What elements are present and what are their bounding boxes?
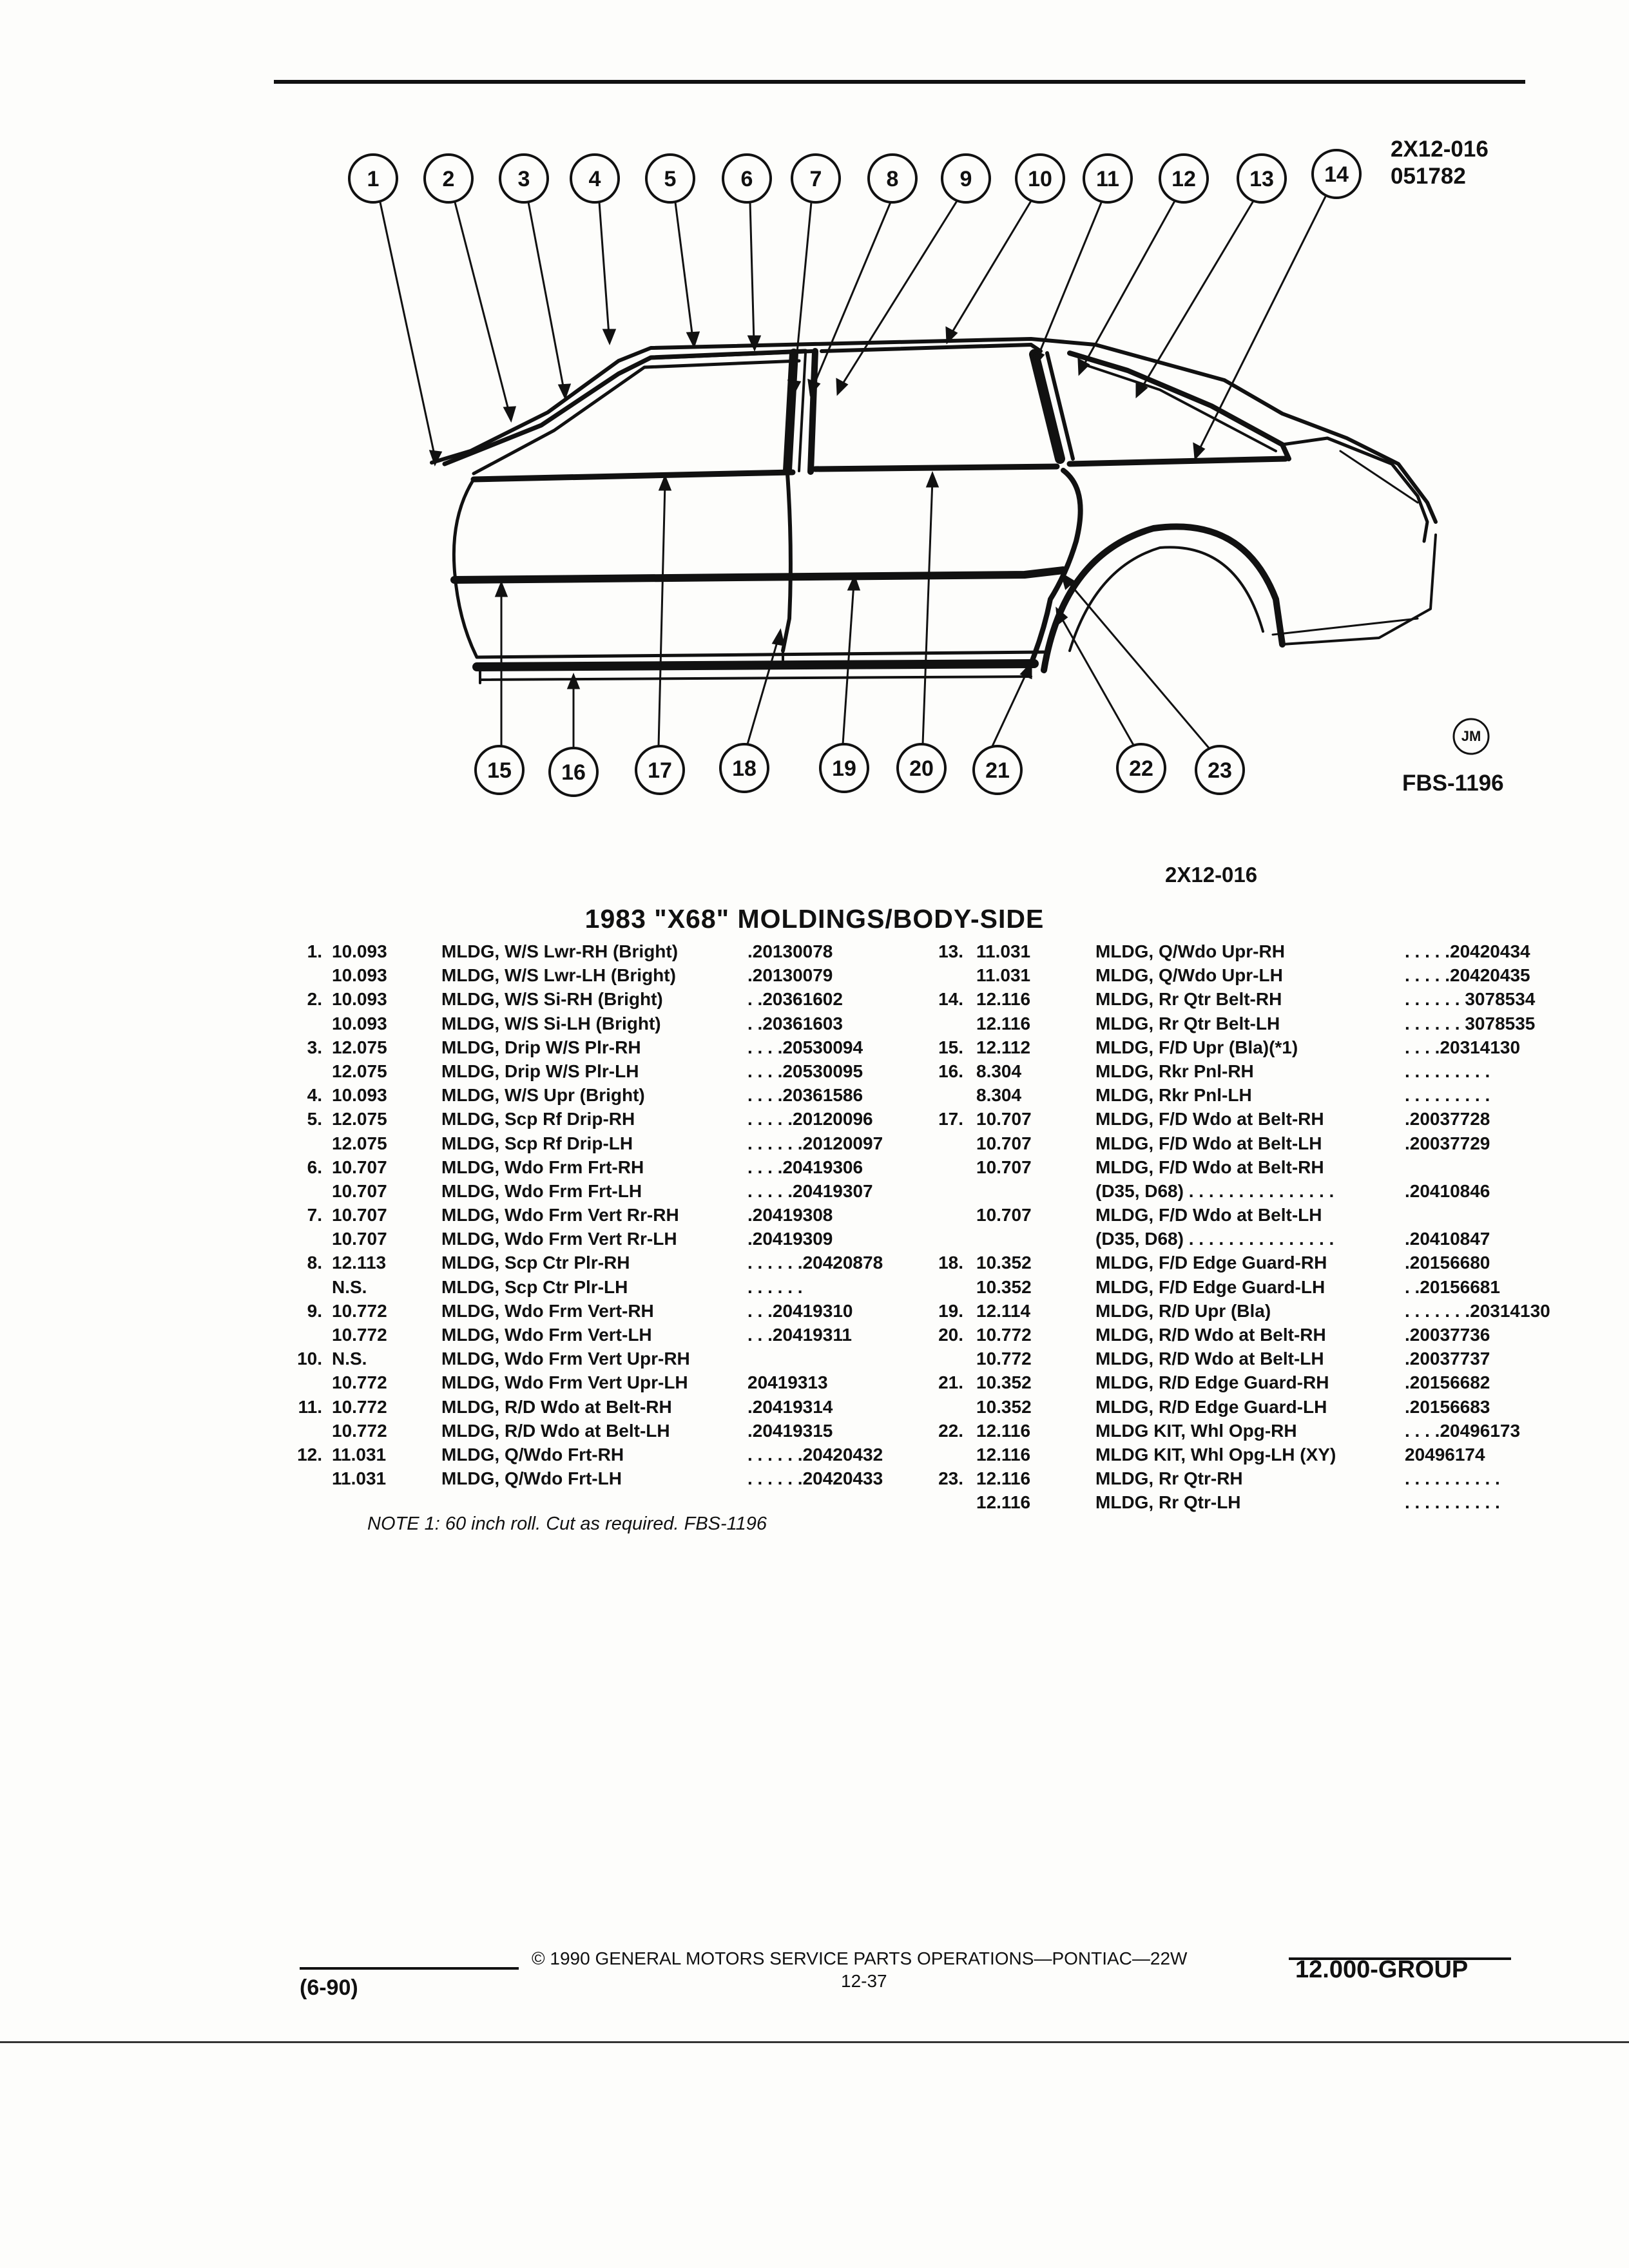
part-description: MLDG, Wdo Frm Vert Upr-LH <box>441 1372 688 1393</box>
part-description: MLDG, R/D Wdo at Belt-LH <box>1095 1349 1324 1369</box>
callout-21: 21 <box>985 758 1010 783</box>
callout-11: 11 <box>1096 167 1119 191</box>
item-number: 9. <box>307 1300 322 1321</box>
part-number: . . . .20419306 <box>747 1157 863 1177</box>
part-number: .20410847 <box>1405 1229 1490 1249</box>
part-number: . . . . . . 3078535 <box>1405 1013 1536 1033</box>
part-row <box>925 1323 1543 1347</box>
part-number: . . . . . . . . . . <box>1405 1468 1500 1489</box>
part-description: MLDG, Q/Wdo Frt-RH <box>441 1444 624 1465</box>
part-number: .20156680 <box>1405 1253 1490 1273</box>
part-description: MLDG, Scp Rf Drip-RH <box>441 1109 635 1129</box>
part-description: MLDG, Wdo Frm Vert-RH <box>441 1300 654 1321</box>
part-number: .20419315 <box>747 1420 833 1441</box>
group-number: 10.707 <box>332 1229 387 1249</box>
group-number: 10.093 <box>332 1085 387 1106</box>
footer-page-number: 12-37 <box>841 1971 887 1991</box>
part-description: MLDG, Drip W/S Plr-RH <box>441 1037 641 1057</box>
part-description: MLDG, F/D Upr (Bla)(*1) <box>1095 1037 1298 1057</box>
fbs-code: FBS-1196 <box>1402 771 1504 796</box>
group-number: 11.031 <box>332 1468 387 1489</box>
part-number: .20156682 <box>1405 1372 1490 1393</box>
group-number: 12.114 <box>976 1300 1031 1321</box>
item-number: 16. <box>938 1061 963 1081</box>
item-number: 12. <box>297 1444 322 1465</box>
part-number: .20419308 <box>747 1205 833 1225</box>
figure-code-bottom: 2X12-016 <box>1165 863 1258 887</box>
item-number: 21. <box>938 1372 963 1393</box>
part-row <box>925 1083 1543 1107</box>
part-row <box>925 1107 1543 1131</box>
part-row <box>284 1227 889 1251</box>
part-description: MLDG, Drip W/S Plr-LH <box>441 1061 639 1081</box>
part-description: MLDG, R/D Wdo at Belt-RH <box>1095 1325 1326 1345</box>
callout-13: 13 <box>1249 167 1274 191</box>
part-number: . . . . .20420434 <box>1405 941 1530 961</box>
part-row <box>925 1203 1543 1227</box>
part-number: .20419309 <box>747 1229 833 1249</box>
callout-3: 3 <box>517 167 530 191</box>
footer-rule-left <box>300 1967 519 1970</box>
part-description: MLDG, F/D Wdo at Belt-RH <box>1095 1157 1324 1177</box>
part-description: MLDG KIT, Whl Opg-RH <box>1095 1420 1297 1441</box>
part-row <box>284 1251 889 1274</box>
part-number: . . . .20530095 <box>747 1061 863 1081</box>
part-row <box>284 1419 889 1443</box>
part-description: MLDG, R/D Upr (Bla) <box>1095 1300 1271 1321</box>
part-description: MLDG, W/S Si-RH (Bright) <box>441 989 663 1010</box>
callout-16: 16 <box>561 760 586 785</box>
callout-9: 9 <box>959 167 972 191</box>
part-number: . . . . .20120096 <box>747 1109 873 1129</box>
part-row <box>284 1012 889 1035</box>
group-number: 8.304 <box>976 1085 1022 1106</box>
part-number: . . . .20496173 <box>1405 1420 1521 1441</box>
item-number: 17. <box>938 1109 963 1129</box>
group-number: 12.116 <box>976 1420 1031 1441</box>
callout-10: 10 <box>1028 167 1052 191</box>
part-description: MLDG, F/D Edge Guard-RH <box>1095 1253 1327 1273</box>
part-row <box>284 939 889 963</box>
callout-2: 2 <box>442 167 455 191</box>
part-row <box>925 1347 1543 1370</box>
part-number: . . . . . .20420878 <box>747 1253 883 1273</box>
part-row <box>925 1155 1543 1179</box>
callout-8: 8 <box>886 167 899 191</box>
group-number: 11.031 <box>976 941 1031 961</box>
group-number: 12.116 <box>976 1444 1031 1465</box>
part-description: MLDG, Q/Wdo Upr-LH <box>1095 965 1283 986</box>
part-number: . . . . . . 3078534 <box>1405 989 1536 1010</box>
part-number: . . . . . . . . . <box>1405 1085 1490 1106</box>
part-row <box>925 939 1543 963</box>
part-row <box>925 1490 1543 1514</box>
item-number: 5. <box>307 1109 322 1129</box>
part-row <box>925 1466 1543 1490</box>
body-side-molding-diagram <box>0 0 1629 838</box>
figure-date-code: 051782 <box>1391 164 1466 189</box>
part-description: MLDG, Rkr Pnl-LH <box>1095 1085 1252 1106</box>
group-number: 10.707 <box>976 1133 1032 1153</box>
parts-list-right <box>925 939 1550 1515</box>
item-number: 4. <box>307 1085 322 1106</box>
callout-23: 23 <box>1208 758 1232 783</box>
callout-14: 14 <box>1324 162 1349 187</box>
group-number: 10.352 <box>976 1276 1032 1297</box>
group-number: 10.772 <box>976 1349 1032 1369</box>
group-number: 12.075 <box>332 1037 387 1057</box>
part-description: MLDG, F/D Wdo at Belt-LH <box>1095 1205 1322 1225</box>
part-description: MLDG, F/D Edge Guard-LH <box>1095 1276 1325 1297</box>
part-row <box>284 1083 889 1107</box>
part-number: .20130078 <box>747 941 833 961</box>
part-description: MLDG, W/S Si-LH (Bright) <box>441 1013 661 1033</box>
part-description: MLDG, R/D Wdo at Belt-LH <box>441 1420 670 1441</box>
group-number: 10.707 <box>332 1157 387 1177</box>
part-number: . . . .20361586 <box>747 1085 863 1106</box>
part-number: . .20361603 <box>747 1013 843 1033</box>
part-row <box>284 1131 889 1155</box>
callout-18: 18 <box>732 756 757 781</box>
part-number: . . . .20314130 <box>1405 1037 1521 1057</box>
callout-7: 7 <box>809 167 822 191</box>
item-number: 1. <box>307 941 322 961</box>
group-number: 10.772 <box>332 1396 387 1417</box>
group-number: 10.772 <box>976 1325 1032 1345</box>
callout-4: 4 <box>588 167 601 191</box>
group-number: 8.304 <box>976 1061 1022 1081</box>
part-number: .20037736 <box>1405 1325 1490 1345</box>
part-description: MLDG, Rr Qtr-RH <box>1095 1468 1243 1489</box>
part-description: MLDG, Wdo Frm Frt-LH <box>441 1180 642 1201</box>
group-number: 11.031 <box>976 965 1031 986</box>
part-row <box>284 1299 889 1323</box>
callout-15: 15 <box>487 758 512 783</box>
part-row <box>284 1370 889 1394</box>
group-number: 11.031 <box>332 1444 387 1465</box>
part-row <box>925 1299 1550 1323</box>
part-row <box>284 987 889 1011</box>
item-number: 15. <box>938 1037 963 1057</box>
part-row <box>284 1347 889 1370</box>
group-number: 10.707 <box>976 1205 1032 1225</box>
part-description: MLDG, R/D Edge Guard-LH <box>1095 1396 1327 1417</box>
part-row <box>284 1203 889 1227</box>
bottom-rule <box>0 2041 1629 2043</box>
callout-6: 6 <box>740 167 753 191</box>
group-number: 12.075 <box>332 1133 387 1153</box>
part-number: .20037737 <box>1405 1349 1490 1369</box>
part-description: (D35, D68) . . . . . . . . . . . . . . . <box>1095 1229 1335 1249</box>
part-row <box>925 1370 1543 1394</box>
part-number: .20037729 <box>1405 1133 1490 1153</box>
group-number: 10.093 <box>332 965 387 986</box>
part-number: . . . . . .20420433 <box>747 1468 883 1489</box>
part-row <box>925 1179 1543 1203</box>
group-number: 12.116 <box>976 1013 1031 1033</box>
part-number: . . .20419311 <box>747 1325 852 1345</box>
part-description: MLDG, R/D Wdo at Belt-RH <box>441 1396 672 1417</box>
callout-12: 12 <box>1171 167 1196 191</box>
item-number: 2. <box>307 989 322 1010</box>
part-description: MLDG, Q/Wdo Upr-RH <box>1095 941 1285 961</box>
part-number: .20130079 <box>747 965 833 986</box>
part-row <box>284 1059 889 1083</box>
part-description: MLDG, Rkr Pnl-RH <box>1095 1061 1254 1081</box>
part-description: MLDG, W/S Lwr-LH (Bright) <box>441 965 676 986</box>
callout-1: 1 <box>367 167 380 191</box>
part-description: MLDG, W/S Upr (Bright) <box>441 1085 645 1106</box>
footer-group: 12.000-GROUP <box>1295 1956 1469 1983</box>
part-row <box>925 1035 1543 1059</box>
item-number: 18. <box>938 1253 963 1273</box>
part-row <box>284 1107 889 1131</box>
item-number: 3. <box>307 1037 322 1057</box>
part-description: MLDG, Wdo Frm Vert-LH <box>441 1325 652 1345</box>
part-row <box>925 1012 1543 1035</box>
part-row <box>925 1395 1543 1419</box>
part-description: MLDG, Wdo Frm Vert Upr-RH <box>441 1349 690 1369</box>
item-number: 11. <box>298 1396 322 1417</box>
part-description: MLDG, F/D Wdo at Belt-RH <box>1095 1109 1324 1129</box>
group-number: 10.093 <box>332 941 387 961</box>
item-number: 10. <box>297 1349 322 1369</box>
item-number: 14. <box>938 989 963 1010</box>
group-number: N.S. <box>332 1276 367 1297</box>
part-number: . . . . . .20120097 <box>747 1133 883 1153</box>
part-number: . . . .20530094 <box>747 1037 863 1057</box>
part-number: . . . . . . .20314130 <box>1405 1300 1550 1321</box>
part-number: . .20156681 <box>1405 1276 1500 1297</box>
callout-20: 20 <box>909 756 934 781</box>
part-description: MLDG, Scp Rf Drip-LH <box>441 1133 633 1153</box>
part-number: . . .20419310 <box>747 1300 853 1321</box>
part-number: .20410846 <box>1405 1180 1490 1201</box>
part-number: 20496174 <box>1405 1444 1485 1465</box>
part-row <box>284 1443 889 1466</box>
group-number: 12.075 <box>332 1061 387 1081</box>
item-number: 6. <box>307 1157 322 1177</box>
note: NOTE 1: 60 inch roll. Cut as required. FBS-1196 <box>367 1514 767 1534</box>
part-row <box>925 1275 1543 1299</box>
group-number: 12.116 <box>976 1468 1031 1489</box>
item-number: 19. <box>938 1300 963 1321</box>
part-description: MLDG, Q/Wdo Frt-LH <box>441 1468 622 1489</box>
figure-code-top: 2X12-016 <box>1391 137 1489 162</box>
footer-date: (6-90) <box>300 1975 358 2000</box>
callout-5: 5 <box>664 167 677 191</box>
group-number: 10.707 <box>332 1180 387 1201</box>
part-row <box>925 987 1543 1011</box>
group-number: 12.112 <box>976 1037 1031 1057</box>
footer-copyright: © 1990 GENERAL MOTORS SERVICE PARTS OPERATIONS—PONTIAC—22W <box>532 1948 1188 1968</box>
part-row <box>284 963 889 987</box>
part-row <box>925 963 1543 987</box>
part-description: MLDG, F/D Wdo at Belt-LH <box>1095 1133 1322 1153</box>
part-row <box>284 1035 889 1059</box>
part-description: MLDG, Rr Qtr Belt-RH <box>1095 989 1282 1010</box>
group-number: 10.093 <box>332 1013 387 1033</box>
part-description: MLDG KIT, Whl Opg-LH (XY) <box>1095 1444 1336 1465</box>
group-number: 10.093 <box>332 989 387 1010</box>
part-row <box>284 1466 889 1490</box>
group-number: 10.352 <box>976 1372 1032 1393</box>
part-row <box>925 1227 1543 1251</box>
part-row <box>925 1059 1543 1083</box>
callout-22: 22 <box>1129 756 1153 781</box>
part-description: MLDG, W/S Lwr-RH (Bright) <box>441 941 679 961</box>
item-number: 7. <box>307 1205 322 1225</box>
part-number: .20419314 <box>747 1396 833 1417</box>
part-description: MLDG, Wdo Frm Frt-RH <box>441 1157 644 1177</box>
group-number: 10.772 <box>332 1372 387 1393</box>
item-number: 23. <box>938 1468 963 1489</box>
part-number: . . . . .20420435 <box>1405 965 1530 986</box>
part-row <box>284 1275 889 1299</box>
group-number: 12.116 <box>976 1492 1031 1513</box>
part-description: MLDG, R/D Edge Guard-RH <box>1095 1372 1329 1393</box>
part-row <box>284 1395 889 1419</box>
group-number: 10.772 <box>332 1300 387 1321</box>
parts-list-left <box>284 939 889 1490</box>
part-number: .20037728 <box>1405 1109 1490 1129</box>
jm-mark: JM <box>1461 728 1481 744</box>
part-description: MLDG, Scp Ctr Plr-LH <box>441 1276 628 1297</box>
part-number: . . . . . .20420432 <box>747 1444 883 1465</box>
part-number: .20156683 <box>1405 1396 1490 1417</box>
group-number: 10.707 <box>976 1157 1032 1177</box>
item-number: 13. <box>938 941 963 961</box>
part-description: (D35, D68) . . . . . . . . . . . . . . . <box>1095 1180 1335 1201</box>
part-description: MLDG, Wdo Frm Vert Rr-RH <box>441 1205 679 1225</box>
part-description: MLDG, Scp Ctr Plr-RH <box>441 1253 630 1273</box>
callout-17: 17 <box>648 758 672 783</box>
part-number: 20419313 <box>747 1372 828 1393</box>
group-number: 10.707 <box>332 1205 387 1225</box>
part-row <box>925 1131 1543 1155</box>
part-number: . .20361602 <box>747 989 843 1010</box>
part-number: . . . . . . . . . <box>1405 1061 1490 1081</box>
item-number: 22. <box>938 1420 963 1441</box>
group-number: 12.075 <box>332 1109 387 1129</box>
group-number: N.S. <box>332 1349 367 1369</box>
part-description: MLDG, Rr Qtr-LH <box>1095 1492 1241 1513</box>
group-number: 10.352 <box>976 1253 1032 1273</box>
part-description: MLDG, Rr Qtr Belt-LH <box>1095 1013 1280 1033</box>
part-row <box>925 1443 1543 1466</box>
part-number: . . . . .20419307 <box>747 1180 873 1201</box>
part-row <box>284 1179 889 1203</box>
page-title: 1983 "X68" MOLDINGS/BODY-SIDE <box>584 904 1045 934</box>
group-number: 10.772 <box>332 1325 387 1345</box>
group-number: 10.772 <box>332 1420 387 1441</box>
group-number: 12.116 <box>976 989 1031 1010</box>
item-number: 8. <box>307 1253 322 1273</box>
group-number: 10.352 <box>976 1396 1032 1417</box>
part-number: . . . . . . . . . . <box>1405 1492 1500 1513</box>
part-number: . . . . . . <box>747 1276 803 1297</box>
part-row <box>925 1251 1543 1274</box>
item-number: 20. <box>938 1325 963 1345</box>
part-row <box>925 1419 1543 1443</box>
part-row <box>284 1323 889 1347</box>
part-row <box>284 1155 889 1179</box>
group-number: 10.707 <box>976 1109 1032 1129</box>
group-number: 12.113 <box>332 1253 387 1273</box>
callout-19: 19 <box>832 756 856 781</box>
part-description: MLDG, Wdo Frm Vert Rr-LH <box>441 1229 677 1249</box>
